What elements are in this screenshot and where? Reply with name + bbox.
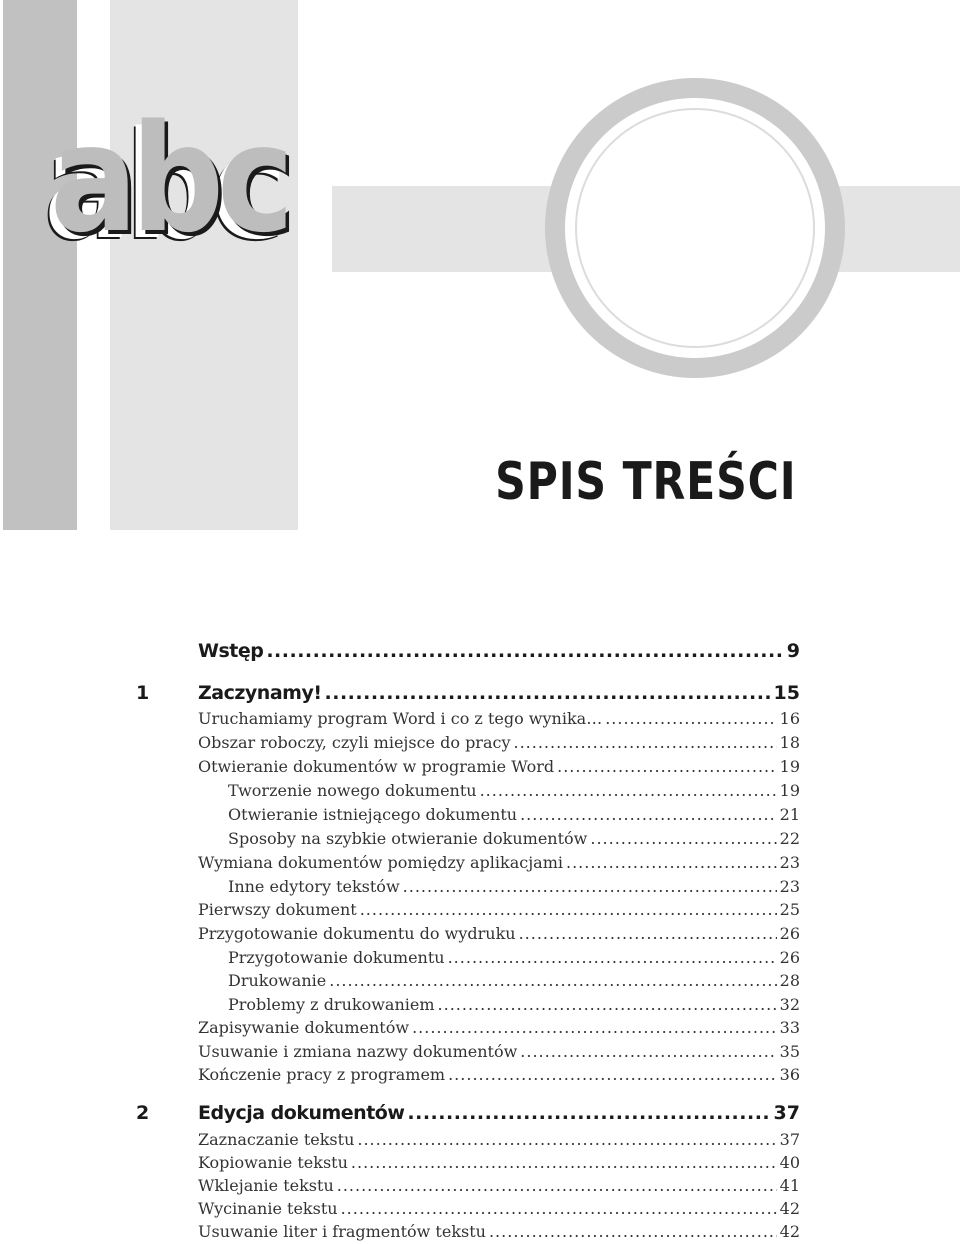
- toc-entry-page: 35: [779, 1042, 800, 1061]
- abc-logo: abc: [50, 93, 288, 265]
- toc-entry[interactable]: [198, 924, 800, 943]
- toc-leader-dots: [403, 877, 777, 896]
- toc-chapter-intro[interactable]: [198, 640, 800, 662]
- toc-entry-page: 23: [779, 853, 800, 872]
- toc-subentry[interactable]: [228, 995, 800, 1014]
- toc-leader-dots: [407, 1102, 770, 1124]
- toc-entry-title: Inne edytory tekstów: [228, 877, 400, 896]
- toc-entry-title: Kopiowanie tekstu: [198, 1153, 348, 1172]
- toc-entry-page: 15: [773, 682, 800, 704]
- toc-entry-page: 16: [779, 709, 800, 728]
- toc-entry-page: 22: [779, 829, 800, 848]
- toc-entry-title: Edycja dokumentów: [198, 1102, 405, 1124]
- toc-entry[interactable]: [198, 1130, 800, 1149]
- toc-leader-dots: [438, 995, 777, 1014]
- page-title: SPIS TREŚCI: [494, 452, 796, 512]
- toc-leader-dots: [566, 853, 777, 872]
- toc-chapter-2[interactable]: [136, 1102, 800, 1124]
- toc-entry-page: 9: [786, 640, 800, 662]
- toc-entry-title: Zapisywanie dokumentów: [198, 1018, 410, 1037]
- toc-entry-title: Wstęp: [198, 640, 264, 662]
- toc-leader-dots: [480, 781, 777, 800]
- toc-entry-page: 37: [779, 1130, 800, 1149]
- toc-leader-dots: [520, 1042, 776, 1061]
- toc-leader-dots: [448, 948, 777, 967]
- toc-leader-dots: [520, 805, 777, 824]
- toc-entry-page: 19: [779, 757, 800, 776]
- chapter-number: 1: [136, 682, 150, 704]
- toc-leader-dots: [519, 924, 777, 943]
- toc-entry[interactable]: [198, 1042, 800, 1061]
- toc-leader-dots: [605, 709, 776, 728]
- toc-entry-title: Obszar roboczy, czyli miejsce do pracy: [198, 733, 511, 752]
- toc-entry[interactable]: [198, 733, 800, 752]
- toc-leader-dots: [557, 757, 777, 776]
- toc-entry-title: Tworzenie nowego dokumentu: [228, 781, 477, 800]
- toc-chapter-1[interactable]: [136, 682, 800, 704]
- toc-leader-dots: [590, 829, 776, 848]
- toc-entry[interactable]: [198, 853, 800, 872]
- toc-entry-title: Kończenie pracy z programem: [198, 1065, 446, 1084]
- toc-subentry[interactable]: [228, 971, 800, 990]
- toc-leader-dots: [337, 1176, 777, 1195]
- toc-entry-title: Uruchamiamy program Word i co z tego wynika…: [198, 709, 603, 728]
- toc-entry-page: 28: [779, 971, 800, 990]
- toc-entry-title: Pierwszy dokument: [198, 900, 357, 919]
- toc-leader-dots: [329, 971, 776, 990]
- toc-entry[interactable]: [198, 900, 800, 919]
- toc-subentry[interactable]: [228, 805, 800, 824]
- toc-subentry[interactable]: [228, 948, 800, 967]
- toc-leader-dots: [412, 1018, 777, 1037]
- toc-leader-dots: [351, 1153, 777, 1172]
- toc-entry-page: 42: [779, 1222, 800, 1241]
- toc-leader-dots: [360, 900, 777, 919]
- toc-entry-title: Sposoby na szybkie otwieranie dokumentów: [228, 829, 588, 848]
- toc-entry[interactable]: [198, 1065, 800, 1084]
- toc-leader-dots: [341, 1199, 777, 1218]
- toc-entry-page: 18: [779, 733, 800, 752]
- toc-entry[interactable]: [198, 1199, 800, 1218]
- toc-subentry[interactable]: [228, 829, 800, 848]
- toc-entry-title: Wklejanie tekstu: [198, 1176, 334, 1195]
- toc-entry-title: Problemy z drukowaniem: [228, 995, 435, 1014]
- toc-entry-title: Przygotowanie dokumentu: [228, 948, 445, 967]
- toc-leader-dots: [514, 733, 777, 752]
- decorative-ring-inner: [575, 108, 815, 348]
- toc-entry-page: 41: [779, 1176, 800, 1195]
- toc-entry-page: 26: [779, 948, 800, 967]
- toc-entry-title: Usuwanie liter i fragmentów tekstu: [198, 1222, 486, 1241]
- toc-leader-dots: [357, 1130, 776, 1149]
- toc-entry-page: 23: [779, 877, 800, 896]
- toc-entry[interactable]: [198, 757, 800, 776]
- toc-entry[interactable]: [198, 1176, 800, 1195]
- decorative-vertical-bar-dark: [3, 0, 77, 530]
- toc-entry-title: Usuwanie i zmiana nazwy dokumentów: [198, 1042, 518, 1061]
- toc-entry-title: Otwieranie dokumentów w programie Word: [198, 757, 555, 776]
- toc-subentry[interactable]: [228, 781, 800, 800]
- decorative-vertical-bar-light: [110, 0, 298, 530]
- toc-entry[interactable]: [198, 1018, 800, 1037]
- toc-entry[interactable]: [198, 709, 800, 728]
- toc-subentry[interactable]: [228, 877, 800, 896]
- toc-entry-title: Zaznaczanie tekstu: [198, 1130, 355, 1149]
- toc-entry[interactable]: [198, 1222, 800, 1241]
- toc-leader-dots: [489, 1222, 777, 1241]
- toc-entry-page: 37: [773, 1102, 800, 1124]
- toc-entry-title: Otwieranie istniejącego dokumentu: [228, 805, 518, 824]
- toc-entry-page: 42: [779, 1199, 800, 1218]
- toc-entry-page: 32: [779, 995, 800, 1014]
- toc-entry-page: 36: [779, 1065, 800, 1084]
- chapter-number: 2: [136, 1102, 150, 1124]
- toc-leader-dots: [448, 1065, 777, 1084]
- toc-entry[interactable]: [198, 1153, 800, 1172]
- toc-entry-title: Drukowanie: [228, 971, 327, 990]
- toc-entry-page: 40: [779, 1153, 800, 1172]
- toc-entry-page: 19: [779, 781, 800, 800]
- toc-entry-title: Wymiana dokumentów pomiędzy aplikacjami: [198, 853, 563, 872]
- toc-leader-dots: [266, 640, 783, 662]
- toc-entry-page: 21: [779, 805, 800, 824]
- toc-entry-title: Przygotowanie dokumentu do wydruku: [198, 924, 516, 943]
- toc-leader-dots: [325, 682, 771, 704]
- toc-entry-title: Wycinanie tekstu: [198, 1199, 338, 1218]
- toc-entry-page: 33: [779, 1018, 800, 1037]
- toc-entry-title: Zaczynamy!: [198, 682, 322, 704]
- toc-entry-page: 25: [779, 900, 800, 919]
- toc-entry-page: 26: [779, 924, 800, 943]
